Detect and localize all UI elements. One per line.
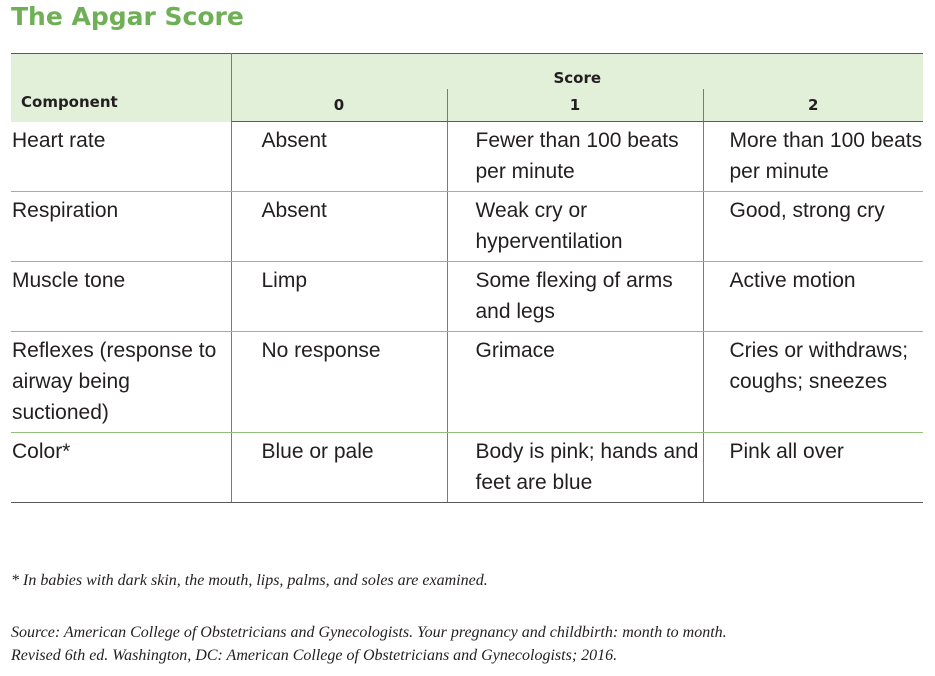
table-row-respiration (11, 192, 923, 262)
score-0-cell: No response (231, 332, 447, 433)
component-cell: Reflexes (response to airway being suctioned) (11, 332, 231, 433)
source-citation (11, 621, 727, 667)
score-0-cell: Absent (231, 192, 447, 262)
component-cell: Color* (11, 433, 231, 503)
score-1-cell: Fewer than 100 beats per minute (447, 122, 703, 192)
footnote: * In babies with dark skin, the mouth, lips, palms, and soles are examined. (11, 572, 488, 589)
table-row-heart-rate (11, 122, 923, 192)
apgar-score-table (11, 53, 923, 503)
score-1-cell: Body is pink; hands and feet are blue (447, 433, 703, 503)
source-line-2: Revised 6th ed. Washington, DC: American College of Obstetricians and Gynecologists; 2016. (11, 647, 618, 664)
source-line-1: Source: American College of Obstetricians and Gynecologists. Your pregnancy and childbirth: month to month. (11, 624, 727, 641)
score-0-cell: Absent (231, 122, 447, 192)
score-2-cell: Active motion (703, 262, 923, 332)
component-cell: Muscle tone (11, 262, 231, 332)
score-2-cell: More than 100 beats per minute (703, 122, 923, 192)
score-1-cell: Grimace (447, 332, 703, 433)
score-1-cell: Weak cry or hyperventilation (447, 192, 703, 262)
score-0-cell: Limp (231, 262, 447, 332)
component-cell: Respiration (11, 192, 231, 262)
score-2-cell: Cries or withdraws; coughs; sneezes (703, 332, 923, 433)
score-0-header: 0 (231, 89, 447, 122)
score-2-header: 2 (703, 89, 923, 122)
table-row-reflexes (11, 332, 923, 433)
table-row-muscle-tone (11, 262, 923, 332)
table-header (11, 54, 923, 122)
score-2-cell: Pink all over (703, 433, 923, 503)
score-2-cell: Good, strong cry (703, 192, 923, 262)
page-title: The Apgar Score (11, 2, 244, 31)
score-0-cell: Blue or pale (231, 433, 447, 503)
component-column-header: Component (11, 54, 231, 122)
table-row-color (11, 433, 923, 503)
header-row-score (11, 54, 923, 90)
score-group-header: Score (231, 54, 923, 90)
score-1-header: 1 (447, 89, 703, 122)
score-1-cell: Some flexing of arms and legs (447, 262, 703, 332)
component-cell: Heart rate (11, 122, 231, 192)
